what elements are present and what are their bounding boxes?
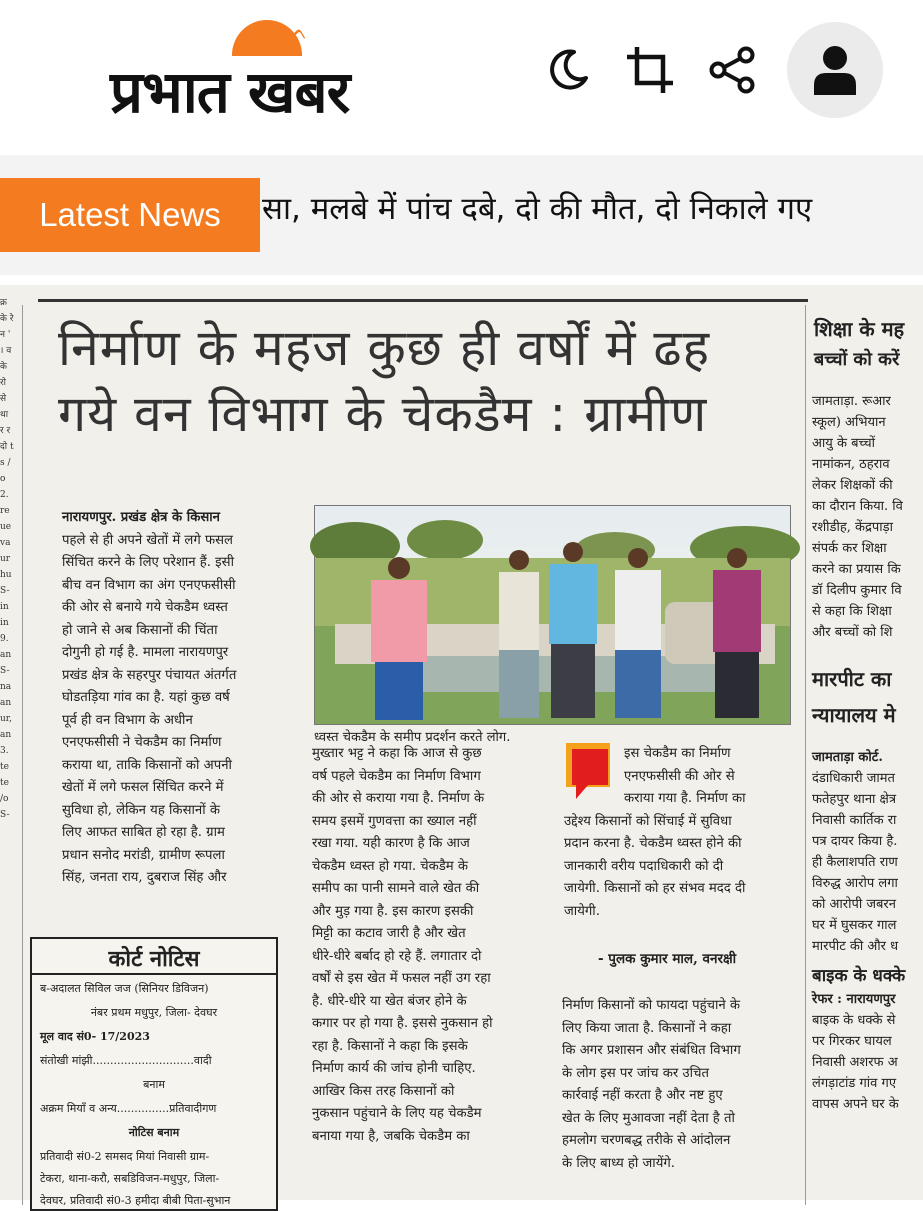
text-line: का दौरान किया. वि xyxy=(812,499,903,514)
text-line: खेतों में लगे फसल सिंचित करने में xyxy=(62,780,224,795)
text-line: रखा गया. यही कारण है कि आज xyxy=(312,836,470,851)
text-line: समीप का पानी सामने वाले खेत की xyxy=(312,881,480,896)
text-line: कार्रवाई नहीं करता है और नष्ट हुए xyxy=(562,1088,723,1103)
official-quote xyxy=(564,743,789,923)
text-line: वापस अपने घर के xyxy=(812,1097,899,1112)
right-headline-1b: बच्चों को करें xyxy=(814,349,900,370)
top-rule xyxy=(38,299,808,302)
text-line: आयु के बच्चों xyxy=(812,436,876,451)
court-line: संतोखी मांझी.............................वादी xyxy=(40,1054,212,1067)
text-line: संपर्क कर शिक्षा xyxy=(812,541,887,556)
column-divider xyxy=(22,305,23,1205)
article-photo xyxy=(314,505,791,725)
text-line: ही कैलाशपति राण xyxy=(812,855,898,870)
text-line: मारपीट की और ध xyxy=(812,939,899,954)
court-line: नंबर प्रथम मधुपुर, जिला- देवघर xyxy=(90,1006,218,1019)
text-line: कगार पर हो गया है. इससे नुकसान हो xyxy=(312,1016,493,1031)
text-line: निवासी कार्तिक रा xyxy=(812,813,897,828)
text-line: सिंचित करने के लिए परेशान हैं. इसी xyxy=(62,555,234,570)
quote-attribution: - पुलक कुमार माल, वनरक्षी xyxy=(598,951,737,967)
court-line: प्रतिवादी सं0-2 समसद मियां निवासी ग्राम- xyxy=(40,1150,210,1163)
text-line: मुख्तार भट्ट ने कहा कि आज से कुछ xyxy=(312,746,482,761)
moon-icon xyxy=(544,46,592,94)
app-header xyxy=(0,0,923,150)
text-line: जामताड़ा. रूआर xyxy=(812,394,891,409)
text-line: के लोग इस पर जांच कर उचित xyxy=(562,1065,709,1081)
text-line: वर्ष पहले चेकडैम का निर्माण विभाग xyxy=(312,768,481,784)
text-line: स्कूल) अभियान xyxy=(812,415,886,430)
text-line: फतेहपुर थाना क्षेत्र xyxy=(812,792,897,807)
article-column-2 xyxy=(312,743,550,1148)
person-4 xyxy=(615,548,661,718)
right-headline-2b: न्यायालय मे xyxy=(812,703,896,727)
logo-text: प्रभात खबर xyxy=(110,58,350,126)
text-line: खेत के लिए मुआवजा नहीं देता है तो xyxy=(562,1110,735,1126)
text-line: सिंह, जनता राय, दुबराज सिंह और xyxy=(62,870,227,885)
text-line: दंडाधिकारी जामत xyxy=(812,771,895,786)
text-line: एनएफसीसी ने चेकडैम का निर्माण xyxy=(62,735,222,750)
court-line: ब-अदालत सिविल जज (सिनियर डिविजन) xyxy=(40,982,209,995)
newspaper-clipping xyxy=(0,285,923,1207)
text-line: पत्र दायर किया है. xyxy=(812,834,898,849)
text-line: रेफर : नारायणपुर xyxy=(812,992,896,1007)
text-line: आखिर किस तरह किसानों को xyxy=(312,1083,455,1099)
header-actions xyxy=(541,20,883,120)
text-line: दोगुनी हो गई है. मामला नारायणपुर xyxy=(62,645,229,660)
person-3 xyxy=(549,542,597,718)
text-line: निर्माण कार्य की जांच होनी चाहिए. xyxy=(312,1061,476,1076)
text-line: प्रधान सनोद मरांडी, ग्रामीण रूपला xyxy=(62,847,225,863)
text-line: नुकसान पहुंचाने के लिए यह चेकडैम xyxy=(312,1106,482,1121)
person-1 xyxy=(371,557,427,720)
share-icon xyxy=(707,45,757,95)
text-line: लिए किया जाता है. किसानों ने कहा xyxy=(562,1020,732,1036)
person-2 xyxy=(499,550,539,718)
text-line: हो जाने से अब किसानों की चिंता xyxy=(62,622,218,638)
text-line: इस चेकडैम का निर्माण xyxy=(624,746,731,761)
text-line: बीच वन विभाग का अंग एनएफसीसी xyxy=(62,577,236,593)
crop-icon xyxy=(625,45,675,95)
text-line: लेकर शिक्षकों की xyxy=(812,478,893,493)
text-line: पर गिरकर घायल xyxy=(812,1034,892,1049)
text-line: है. धीरे-धीरे या खेत बंजर होने के xyxy=(312,993,467,1009)
court-line: बनाम xyxy=(143,1078,165,1091)
text-line: बनाया गया है, जबकि चेकडैम का xyxy=(312,1128,470,1144)
protest-photo-illustration xyxy=(315,506,790,724)
text-line: करने का प्रयास कि xyxy=(812,562,901,577)
dark-mode-button[interactable] xyxy=(541,43,595,97)
right-headline-1a: शिक्षा के मह xyxy=(814,317,905,341)
text-line: समय इसमें गुणवत्ता का ख्याल नहीं xyxy=(312,813,477,829)
text-line: पहले से ही अपने खेतों में लगे फसल xyxy=(62,532,233,548)
text-line: की ओर से बनाये गये चेकडैम ध्वस्त xyxy=(62,600,228,615)
text-line: प्रखंड क्षेत्र के सहरपुर पंचायत अंतर्गत xyxy=(62,667,237,683)
text-line: जामताड़ा कोर्ट. xyxy=(812,750,883,765)
court-line: देवघर, प्रतिवादी सं0-3 हमीदा बीबी पिता-सुभान xyxy=(40,1194,231,1207)
right-headline-2a: मारपीट का xyxy=(812,667,892,691)
text-line: प्रदान करना है. चेकडैम ध्वस्त होने की xyxy=(564,836,742,851)
column-divider xyxy=(805,305,806,1205)
article-headline xyxy=(58,315,803,447)
crop-button[interactable] xyxy=(623,43,677,97)
text-line: उद्देश्य किसानों को सिंचाई में सुविधा xyxy=(564,813,732,829)
text-line: घोडतड़िया गांव का है. यहां कुछ वर्ष xyxy=(62,690,230,705)
text-line: और बच्चों को शि xyxy=(812,625,893,640)
text-line: निर्माण किसानों को फायदा पहुंचाने के xyxy=(562,998,741,1013)
left-edge-text: क्र के रे न ' । व के रो से था र र दो ts /o 2. re ue va ur hu S- in in 9. an S- na an ur, an 3. te te /o S- xyxy=(0,298,14,820)
text-line: रहा है. किसानों ने कहा कि इसके xyxy=(312,1038,468,1054)
text-line: और मुड़ गया है. इस कारण इसकी xyxy=(312,903,474,919)
user-icon xyxy=(812,45,858,95)
text-line: के लिए बाध्य हो जायेंगे. xyxy=(562,1155,675,1171)
text-line: कराया था, ताकि किसानों को अपनी xyxy=(62,757,232,773)
latest-news-badge: Latest News xyxy=(0,178,260,252)
ticker-headline[interactable]: सा, मलबे में पांच दबे, दो की मौत, दो निकाले गए xyxy=(262,191,813,227)
text-line: डॉ दिलीप कुमार वि xyxy=(812,583,902,598)
share-button[interactable] xyxy=(705,43,759,97)
text-line: कि अगर प्रशासन और संबंधित विभाग xyxy=(562,1043,741,1058)
text-line: से कहा कि शिक्षा xyxy=(812,604,892,619)
text-line: सुविधा हो, लेकिन यह किसानों के xyxy=(62,802,220,818)
text-line: रशीडीह, केंद्रपाड़ा xyxy=(812,520,893,535)
text-line: को आरोपी जबरन xyxy=(812,897,896,912)
article-column-1 xyxy=(62,507,298,890)
right-headline-3: बाइक के धक्के xyxy=(812,966,906,986)
text-line: की ओर से कराया गया है. निर्माण के xyxy=(312,791,485,806)
court-rule xyxy=(32,973,276,975)
headline-line-2: गये वन विभाग के चेकडैम : ग्रामीण xyxy=(58,385,708,443)
text-line: हमलोग चरणबद्ध तरीके से आंदोलन xyxy=(562,1133,731,1148)
court-notice-title: कोर्ट नोटिस xyxy=(108,947,200,972)
profile-button[interactable] xyxy=(787,22,883,118)
person-5 xyxy=(713,548,761,718)
text-line: लिए आफत साबित हो रहा है. ग्राम xyxy=(62,825,225,840)
text-line: निवासी अशरफ अ xyxy=(812,1055,898,1070)
text-line: धीरे-धीरे बर्बाद हो रहे हैं. लगातार दो xyxy=(312,948,482,964)
article-column-3 xyxy=(562,995,792,1175)
latest-news-ticker xyxy=(0,155,923,275)
text-line: जायेगी. किसानों को हर संभव मदद दी xyxy=(564,881,746,896)
prabhat-khabar-logo[interactable] xyxy=(110,10,440,126)
text-line: मिट्टी का कटाव जारी है और खेत xyxy=(312,926,466,941)
court-line: टेकरा, थाना-करौ, सबडिविजन-मधुपुर, जिला- xyxy=(40,1172,220,1185)
text-line: चेकडैम ध्वस्त हो गया. चेकडैम के xyxy=(312,858,469,874)
logo-bird-icon: ᨓ xyxy=(278,16,309,46)
text-line: विरुद्ध आरोप लगा xyxy=(812,876,898,891)
text-line: जायेगी. xyxy=(564,903,600,919)
court-line: मूल वाद सं0- 17/2023 xyxy=(40,1030,150,1043)
text-line: घर में घुसकर गाल xyxy=(812,918,897,933)
headline-line-1: निर्माण के महज कुछ ही वर्षों में ढह xyxy=(58,319,711,377)
photo-caption: ध्वस्त चेकडैम के समीप प्रदर्शन करते लोग. xyxy=(314,730,511,745)
text-line: पूर्व ही वन विभाग के अधीन xyxy=(62,712,193,728)
court-line: अक्रम मियाँ व अन्य...............प्रतिवादीगण xyxy=(40,1102,217,1115)
court-line: नोटिस बनाम xyxy=(128,1126,180,1139)
text-line: एनएफसीसी की ओर से xyxy=(624,768,735,784)
text-line: नामांकन, ठहराव xyxy=(812,457,890,472)
text-line: जानकारी वरीय पदाधिकारी को दी xyxy=(564,858,724,874)
text-line: वर्षों से इस खेत में फसल नहीं उग रहा xyxy=(312,971,491,986)
text-line: लंगड़ाटांड गांव गए xyxy=(812,1076,897,1091)
text-line: बाइक के धक्के से xyxy=(812,1013,896,1028)
text-line: कराया गया है. निर्माण का xyxy=(624,791,746,806)
court-notice-box xyxy=(30,937,278,1211)
text-line: नारायणपुर. प्रखंड क्षेत्र के किसान xyxy=(62,510,220,525)
